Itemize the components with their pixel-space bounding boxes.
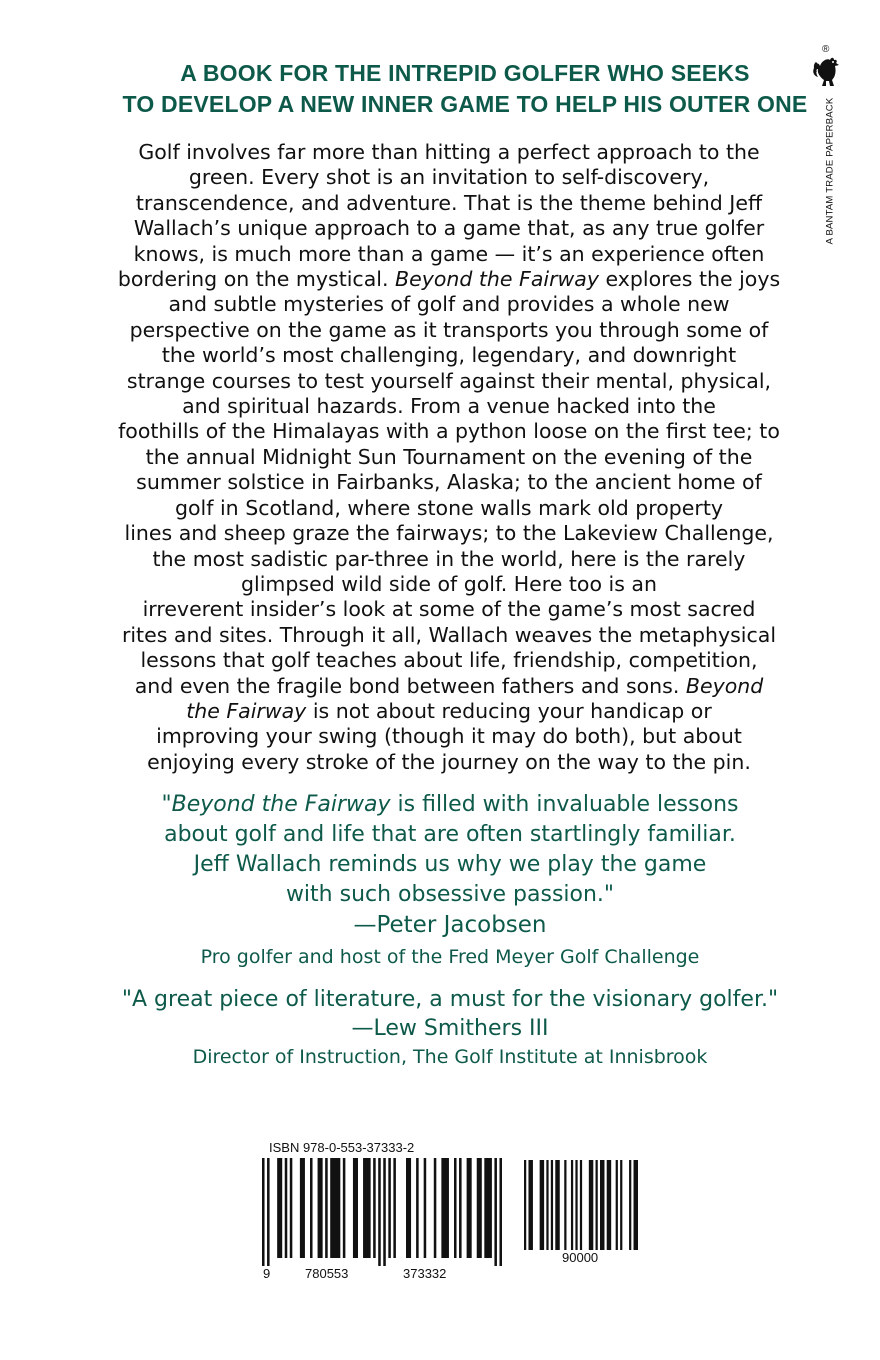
description-line: golf in Scotland, where stone walls mark old property	[175, 495, 723, 520]
ean-first-digit: 9	[263, 1266, 271, 1281]
description-line: enjoying every stroke of the journey on the way to the pin.	[147, 749, 751, 774]
description-line: knows, is much more than a game — it’s an experience often	[133, 241, 765, 266]
description-line: summer solstice in Fairbanks, Alaska; to the ancient home of	[136, 470, 762, 495]
barcode-bar	[373, 1158, 376, 1258]
quote-line	[100, 790, 800, 820]
headline-line-2: TO DEVELOP A NEW INNER GAME TO HELP HIS OUTER ONE	[122, 91, 808, 117]
barcode-bar	[424, 1158, 427, 1258]
barcode-bar	[300, 1158, 305, 1258]
barcode-bar	[616, 1160, 618, 1250]
description-line: the annual Midnight Sun Tournament on the evening of the	[145, 444, 753, 469]
imprint-text: A BANTAM TRADE PAPERBACK	[824, 97, 836, 245]
description-line: glimpsed wild side of golf. Here too is an	[241, 571, 657, 596]
price-addon-barcode	[524, 1160, 638, 1250]
barcode-bar	[378, 1158, 381, 1266]
description-line: and spiritual hazards. From a venue hacked into the	[182, 394, 716, 419]
description-line: foothills of the Himalayas with a python loose on the first tee; to	[118, 419, 780, 444]
quote-line: "A great piece of literature, a must for the visionary golfer."	[121, 987, 779, 1012]
barcode-bar	[406, 1158, 411, 1258]
barcode-bar	[524, 1160, 526, 1250]
barcode-bar	[580, 1160, 582, 1250]
isbn-label: ISBN 978-0-553-37333-2	[269, 1140, 415, 1155]
barcode-bar	[575, 1160, 577, 1250]
description-line: lines and sheep graze the fairways; to the Lakeview Challenge,	[124, 521, 774, 546]
barcode-bar	[499, 1158, 502, 1266]
description-segment: bordering on the mystical.	[117, 267, 389, 292]
barcode-bar	[564, 1160, 566, 1250]
barcode-bar	[589, 1160, 593, 1250]
barcode-bar	[325, 1158, 328, 1258]
description-line: strange courses to test yourself against their mental, physical,	[126, 368, 772, 393]
blurb-peter-jacobsen	[100, 790, 800, 972]
book-title-italic: Beyond the Fairway	[171, 792, 391, 817]
description-segment: explores the joys	[605, 267, 781, 292]
barcode-bar	[555, 1160, 559, 1250]
description-line: irreverent insider’s look at some of the game’s most sacred	[142, 597, 756, 622]
barcode-bar	[285, 1158, 288, 1258]
barcode-bar	[383, 1158, 386, 1266]
barcode-bar	[484, 1158, 492, 1258]
description-line: and subtle mysteries of golf and provides a whole new	[168, 292, 730, 317]
quote-author: —Peter Jacobsen	[353, 912, 547, 938]
book-title-italic: Beyond the Fairway	[395, 267, 599, 292]
barcode-bar	[277, 1158, 282, 1258]
ean-barcode	[262, 1158, 506, 1266]
barcode-bar	[318, 1158, 323, 1258]
quote-author-title: Pro golfer and host of the Fred Meyer Golf Challenge	[200, 946, 700, 968]
description-line: rites and sites. Through it all, Wallach weaves the metaphysical	[121, 622, 777, 647]
quote-line: Jeff Wallach reminds us why we play the game	[193, 852, 707, 877]
barcode-bar	[363, 1158, 371, 1258]
barcode-bar	[600, 1160, 604, 1250]
rooster-icon	[812, 42, 846, 94]
description-line	[104, 267, 794, 292]
barcode-bar	[494, 1158, 497, 1266]
book-description	[104, 140, 794, 775]
description-line: Golf involves far more than hitting a perfect approach to the	[138, 140, 760, 164]
quote-author-title: Director of Instruction, The Golf Institute at Innisbrook	[192, 1046, 708, 1068]
barcode-bar	[477, 1158, 482, 1258]
description-line: lessons that golf teaches about life, friendship, competition,	[140, 648, 758, 673]
description-segment: and even the fragile bond between fathers and sons.	[134, 673, 680, 698]
barcode-bar	[434, 1158, 437, 1258]
book-title-italic: Beyond	[685, 673, 764, 698]
barcode-bar	[528, 1160, 532, 1250]
barcode-bar	[388, 1158, 391, 1258]
barcode-bar	[454, 1158, 457, 1258]
barcode-bar	[546, 1160, 548, 1250]
ean-left-digits: 780553	[305, 1266, 349, 1281]
quote-line: about golf and life that are often startlingly familiar.	[164, 822, 736, 847]
addon-digits: 90000	[562, 1250, 599, 1265]
barcode-bar	[607, 1160, 611, 1250]
barcode-bar	[596, 1160, 598, 1250]
description-line: green. Every shot is an invitation to self-discovery,	[188, 165, 710, 190]
description-segment: is not about reducing your handicap or	[312, 698, 712, 723]
headline	[90, 58, 840, 120]
book-title-italic: the Fairway	[186, 698, 307, 723]
barcode-bar	[353, 1158, 358, 1258]
barcode-bar	[267, 1158, 270, 1266]
description-line: the world’s most challenging, legendary, and downright	[161, 343, 737, 368]
barcode-bar	[551, 1160, 553, 1250]
barcode-bar	[634, 1160, 638, 1250]
description-line: perspective on the game as it transports you through some of	[129, 317, 769, 342]
ean-right-digits: 373332	[403, 1266, 447, 1281]
barcode-bar	[262, 1158, 265, 1266]
quote-segment: is filled with invaluable lessons	[390, 792, 739, 817]
barcode-bar	[330, 1158, 340, 1258]
barcode-bar	[629, 1160, 631, 1250]
description-line: improving your swing (though it may do both), but about	[156, 724, 742, 749]
registered-mark: ®	[822, 44, 830, 55]
description-line: Wallach’s unique approach to a game that, as any true golfer	[133, 216, 765, 241]
barcode-bar	[441, 1158, 449, 1258]
barcode-bar	[343, 1158, 346, 1258]
quote-author: —Lew Smithers III	[351, 1016, 549, 1041]
blurb-lew-smithers	[90, 985, 810, 1071]
description-line: the most sadistic par-three in the world, here is the rarely	[152, 546, 746, 571]
open-quote-mark: "	[161, 792, 172, 817]
barcode-bar	[416, 1158, 419, 1258]
headline-line-1: A BOOK FOR THE INTREPID GOLFER WHO SEEKS	[180, 60, 750, 86]
barcode-bar	[620, 1160, 622, 1250]
barcode-bar	[467, 1158, 472, 1258]
quote-line: with such obsessive passion."	[285, 882, 615, 907]
barcode-bar	[540, 1160, 544, 1250]
barcode-bar	[571, 1160, 573, 1250]
description-line	[104, 674, 794, 699]
barcode-bar	[310, 1158, 313, 1258]
publisher-imprint	[824, 96, 836, 246]
barcode-bar	[393, 1158, 396, 1258]
description-line	[104, 699, 794, 724]
barcode-bar	[459, 1158, 462, 1258]
barcode-bar	[290, 1158, 293, 1258]
description-line: transcendence, and adventure. That is the theme behind Jeff	[135, 190, 763, 215]
